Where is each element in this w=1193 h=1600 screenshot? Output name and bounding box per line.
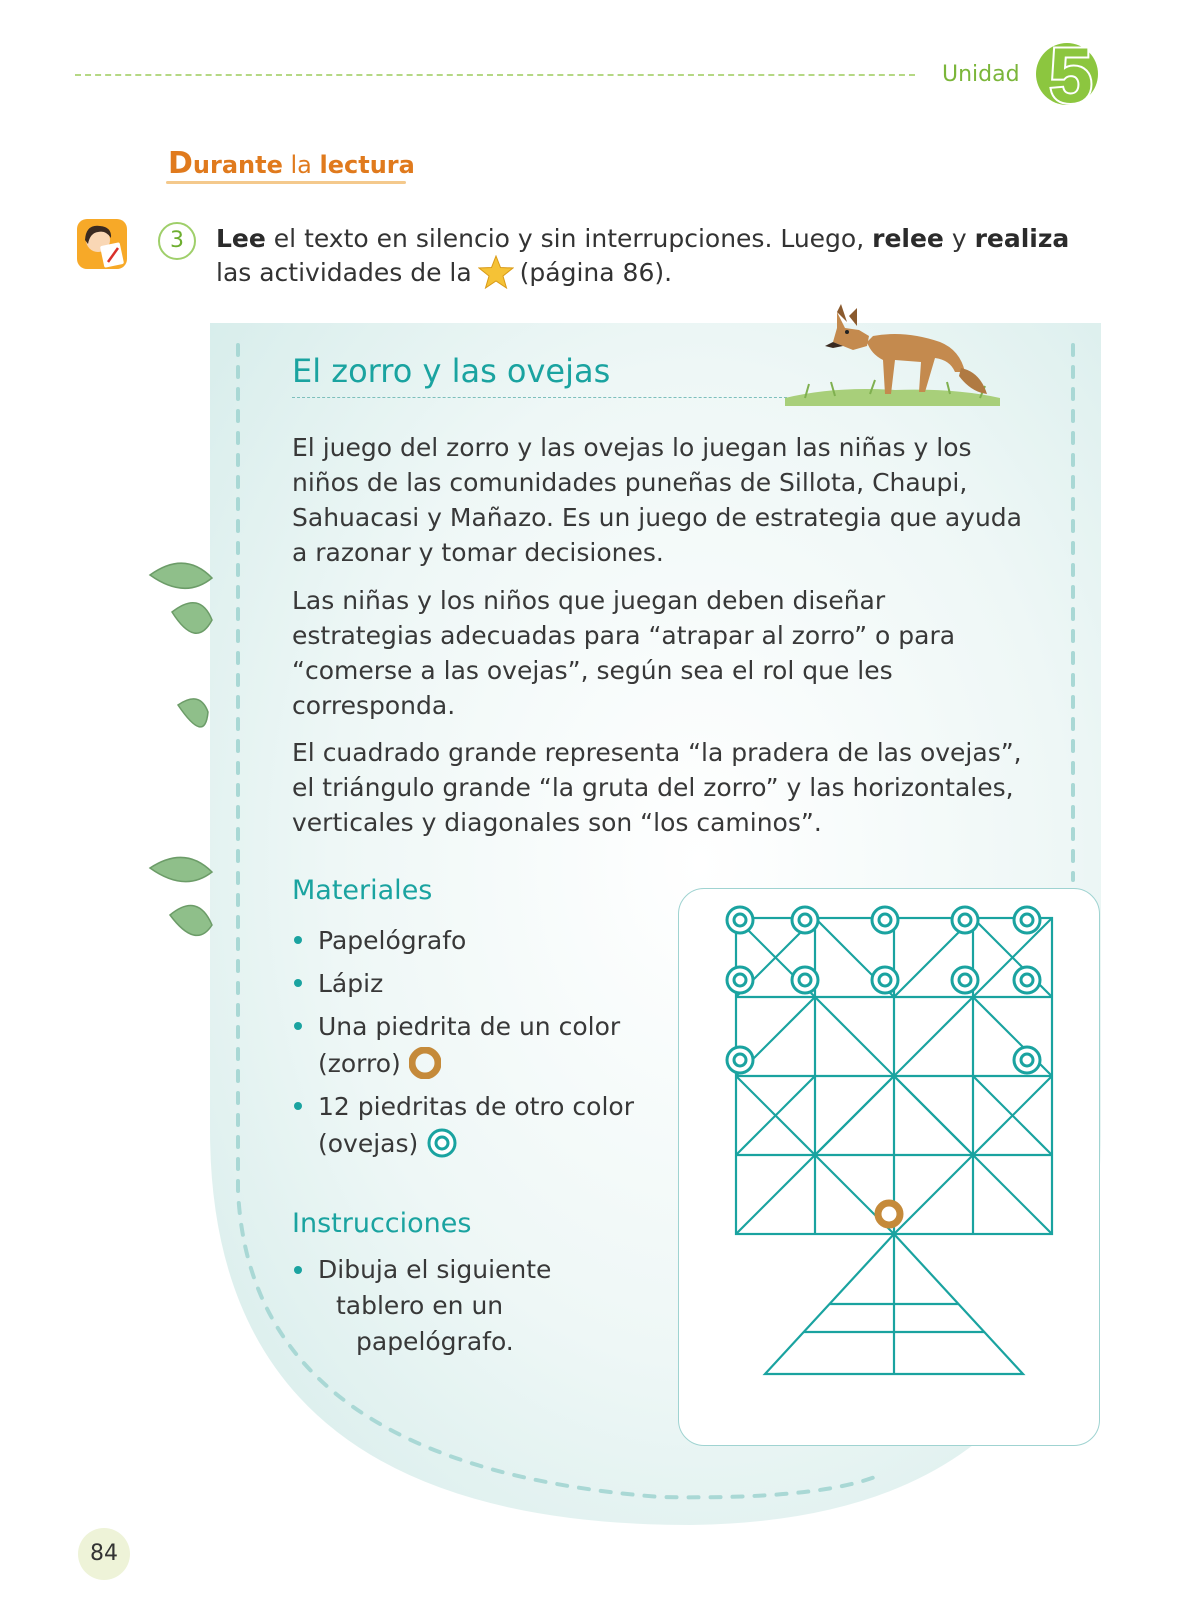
- list-item-text: (ovejas): [318, 1129, 419, 1158]
- instr-text: las actividades de la: [216, 258, 472, 287]
- section-title-word3: lectura: [319, 151, 415, 179]
- list-item-text: Una piedrita de un color: [318, 1012, 621, 1041]
- list-item-text: Lápiz: [318, 969, 384, 998]
- page-number: 84: [78, 1528, 130, 1580]
- list-item-text: 12 piedritas de otro color: [318, 1092, 634, 1121]
- section-title: [168, 146, 415, 181]
- section-title-underline: [166, 181, 406, 184]
- unit-number: 5: [1049, 36, 1093, 112]
- instr-text: y: [943, 224, 975, 253]
- step-number-badge: 3: [158, 222, 196, 260]
- instr-bold-lee: Lee: [216, 224, 266, 253]
- instructions-heading: Instrucciones: [292, 1208, 472, 1239]
- instr-text: (página 86).: [519, 258, 673, 287]
- section-title-word2: la: [290, 151, 312, 179]
- reading-paragraph-2: Las niñas y los niños que juegan deben diseñar estrategias adecuadas para “atrapar al zorro” o para “comerse a las ovejas”, según sea el rol que les corresponda.: [292, 586, 956, 720]
- instr-bold-relee: relee: [872, 224, 944, 253]
- materials-heading: Materiales: [292, 875, 433, 906]
- list-item: [292, 1008, 672, 1082]
- activity-instruction: [216, 222, 1096, 289]
- list-item: [292, 965, 672, 1002]
- list-item-text: papelógrafo.: [356, 1327, 514, 1356]
- list-item-text: (zorro): [318, 1049, 401, 1078]
- materials-list: [292, 922, 672, 1168]
- reading-paragraph-1: El juego del zorro y las ovejas lo juegan las niñas y los niños de las comunidades puneñas de Sillota, Chaupi, Sahuacasi y Mañazo. Es un juego de estrategia que ayuda a razonar y tomar decisiones.: [292, 433, 1022, 567]
- section-title-word1: urante: [192, 151, 283, 179]
- section-title-initial: D: [168, 146, 193, 181]
- list-item: [292, 1088, 672, 1162]
- game-board-diagram: [678, 888, 1100, 1446]
- unit-label: Unidad: [942, 62, 1020, 87]
- unit-number-badge: [1035, 36, 1099, 112]
- list-item: [292, 922, 672, 959]
- header-divider: [75, 74, 915, 76]
- list-item: [292, 1252, 622, 1360]
- title-divider: [292, 397, 792, 398]
- fox-illustration: [775, 302, 1005, 406]
- instr-text: el texto en silencio y sin interrupciones. Luego,: [265, 224, 873, 253]
- reading-paragraph-3: El cuadrado grande representa “la pradera de las ovejas”, el triángulo grande “la gruta del zorro” y las horizontales, verticales y diagonales son “los caminos”.: [292, 738, 1022, 837]
- star-icon: [478, 255, 514, 289]
- list-item-text: tablero en un: [336, 1291, 504, 1320]
- sheep-tokens: [727, 907, 1040, 1073]
- fox-token-icon: [409, 1047, 441, 1079]
- instructions-list: [292, 1252, 622, 1360]
- instr-bold-realiza: realiza: [974, 224, 1070, 253]
- sheep-token-icon: [426, 1127, 458, 1159]
- list-item-text: Papelógrafo: [318, 926, 467, 955]
- leaf-decoration: [150, 563, 212, 935]
- list-item-text: Dibuja el siguiente: [318, 1255, 552, 1284]
- fox-token: [878, 1203, 900, 1225]
- reading-title: El zorro y las ovejas: [292, 352, 611, 390]
- reading-kid-icon: [76, 218, 128, 270]
